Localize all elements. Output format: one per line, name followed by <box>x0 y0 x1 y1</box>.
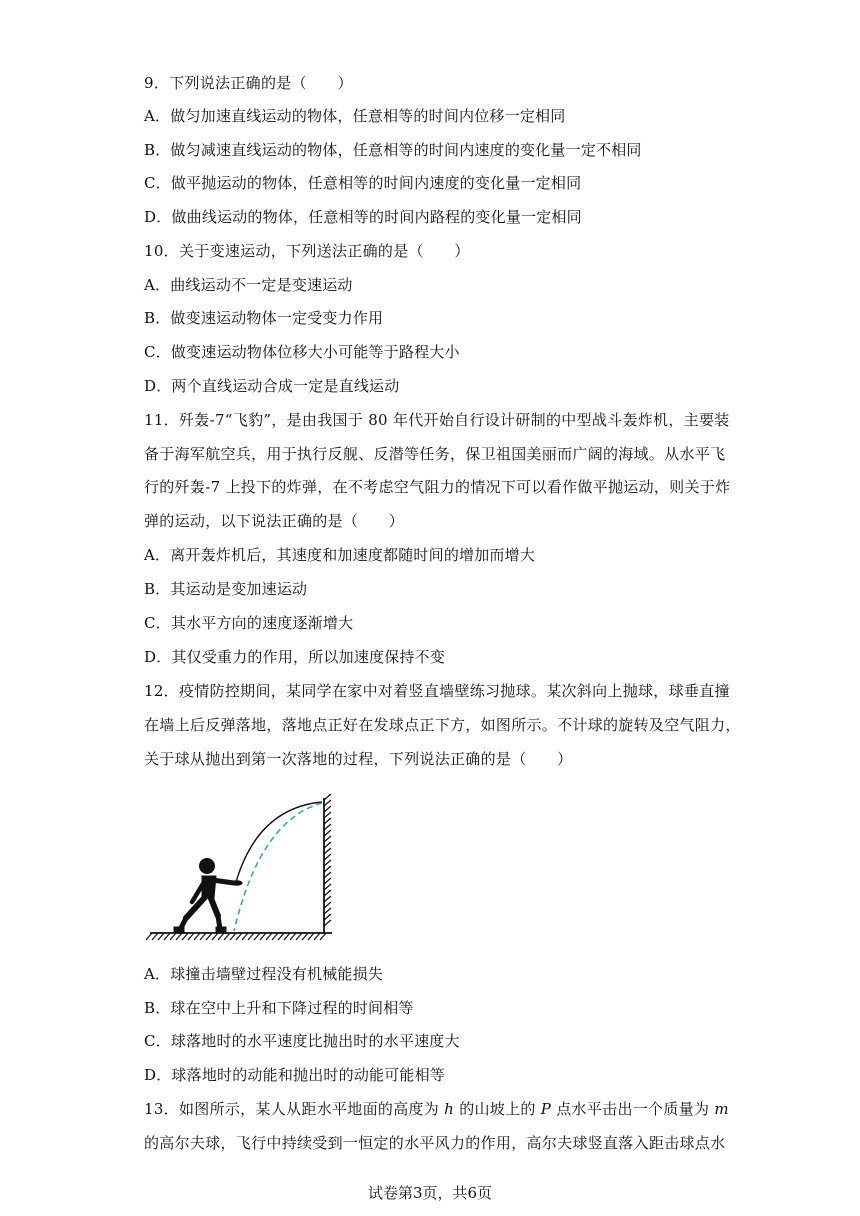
wall-hatch-tick <box>324 890 331 896</box>
q12-stem-line: 关于球从抛出到第一次落地的过程，下列说法正确的是（ ） <box>144 750 573 768</box>
person-silhouette <box>174 859 242 933</box>
ground-hatch-tick <box>272 933 278 940</box>
ground-hatch-tick <box>260 933 266 940</box>
q13-stem-line-1 <box>144 1099 729 1119</box>
ground-hatch-tick <box>200 933 206 940</box>
wall-hatch-tick <box>324 872 331 878</box>
q12-option-d: D．球落地时的动能和抛出时的动能可能相等 <box>144 1066 446 1084</box>
q11-option-c: C．其水平方向的速度逐渐增大 <box>144 614 354 632</box>
q12-option-a: A．球撞击墙壁过程没有机械能损失 <box>144 965 384 983</box>
wall-hatch-tick <box>324 830 331 836</box>
ground-hatch-tick <box>170 933 176 940</box>
wall-hatch-tick <box>324 902 331 908</box>
q11-stem-line: 弹的运动，以下说法正确的是（ ） <box>144 512 405 530</box>
throw-trajectory-solid <box>236 802 322 882</box>
q13-var-m: m <box>714 1100 729 1118</box>
q12-stem-line: 12．疫情防控期间，某同学在家中对着竖直墙壁练习抛球。某次斜向上抛球，球垂直撞 <box>144 682 730 700</box>
ground-hatch-tick <box>236 933 242 940</box>
q9-option-a: A．做匀加速直线运动的物体，任意相等的时间内位移一定相同 <box>144 107 566 125</box>
wall-hatch-tick <box>324 794 331 800</box>
ground-hatch-tick <box>308 933 314 940</box>
wall-hatch-tick <box>324 806 331 812</box>
wall-hatch-tick <box>324 866 331 872</box>
ground-hatch-tick <box>314 933 320 940</box>
q10-option-a: A．曲线运动不一定是变速运动 <box>144 276 353 294</box>
q9-stem: 9．下列说法正确的是（ ） <box>144 74 353 92</box>
ground-hatch-tick <box>242 933 248 940</box>
q13-var-p: P <box>540 1100 552 1118</box>
wall-hatch-tick <box>324 818 331 824</box>
ground-hatch-tick <box>182 933 188 940</box>
ground-hatch-tick <box>278 933 284 940</box>
q9-option-b: B．做匀减速直线运动的物体，任意相等的时间内速度的变化量一定不相同 <box>144 141 642 159</box>
ground-hatch-tick <box>212 933 218 940</box>
wall-hatch-tick <box>324 860 331 866</box>
ground-hatch-tick <box>290 933 296 940</box>
ground-hatch-tick <box>320 933 326 940</box>
ground-hatch-tick <box>158 933 164 940</box>
ground-hatch-tick <box>164 933 170 940</box>
ground-hatch-tick <box>230 933 236 940</box>
ground-hatch-tick <box>266 933 272 940</box>
ground-hatch-tick <box>248 933 254 940</box>
q12-option-b: B．球在空中上升和下降过程的时间相等 <box>144 999 414 1017</box>
wall-hatch-tick <box>324 878 331 884</box>
q11-option-a: A．离开轰炸机后，其速度和加速度都随时间的增加而增大 <box>144 546 536 564</box>
page-footer: 试卷第3页，共6页 <box>367 1184 493 1202</box>
wall-hatch-tick <box>324 842 331 848</box>
q11-stem-line: 行的歼轰-7 上投下的炸弹，在不考虑空气阻力的情况下可以看作做平抛运动，则关于炸 <box>144 478 731 496</box>
q13-stem-line-2: 的高尔夫球，飞行中持续受到一恒定的水平风力的作用，高尔夫球竖直落入距击球点水 <box>144 1134 726 1152</box>
wall-hatch-tick <box>324 836 331 842</box>
q10-option-d: D．两个直线运动合成一定是直线运动 <box>144 377 400 395</box>
wall-throw-figure <box>140 790 350 942</box>
q13-var-h: h <box>444 1100 455 1118</box>
q10-stem: 10．关于变速运动，下列送法正确的是（ ） <box>144 242 470 260</box>
ground-hatch-tick <box>302 933 308 940</box>
q13-text-c: 点水平击出一个质量为 <box>551 1100 715 1118</box>
q11-option-b: B．其运动是变加速运动 <box>144 580 308 598</box>
ground-hatch-tick <box>296 933 302 940</box>
wall-hatch-tick <box>324 848 331 854</box>
q12-stem-line: 在墙上后反弹落地，落地点正好在发球点正下方，如图所示。不计球的旋转及空气阻力， <box>144 716 741 734</box>
q12-option-c: C．球落地时的水平速度比抛出时的水平速度大 <box>144 1032 460 1050</box>
wall-hatch-tick <box>324 824 331 830</box>
q9-option-d: D．做曲线运动的物体，任意相等的时间内路程的变化量一定相同 <box>144 208 582 226</box>
ground-hatch-tick <box>152 933 158 940</box>
ground-hatch-tick <box>194 933 200 940</box>
q11-stem-line: 备于海军航空兵，用于执行反舰、反潜等任务，保卫祖国美丽而广阔的海域。从水平飞 <box>144 445 726 463</box>
wall-hatch-tick <box>324 896 331 902</box>
ground-hatch-tick <box>218 933 224 940</box>
wall-hatch-tick <box>324 908 331 914</box>
ground-hatch-tick <box>284 933 290 940</box>
q9-option-c: C．做平抛运动的物体，任意相等的时间内速度的变化量一定相同 <box>144 174 582 192</box>
wall-hatch-tick <box>324 800 331 806</box>
q11-stem-line: 11．歼轰-7“飞豹”，是由我国于 80 年代开始自行设计研制的中型战斗轰炸机，主要装 <box>144 411 730 429</box>
wall-hatch-tick <box>324 914 331 920</box>
ground-hatch-tick <box>224 933 230 940</box>
q10-option-c: C．做变速运动物体位移大小可能等于路程大小 <box>144 343 460 361</box>
ground-hatch-tick <box>254 933 260 940</box>
wall-hatching <box>324 794 331 933</box>
rebound-trajectory-dashed <box>234 803 322 931</box>
q13-text-b: 的山坡上的 <box>454 1100 541 1118</box>
ground-hatching <box>146 933 332 940</box>
ground-hatch-tick <box>206 933 212 940</box>
wall-hatch-tick <box>324 812 331 818</box>
q10-option-b: B．做变速运动物体一定受变力作用 <box>144 309 384 327</box>
q13-text-a: 13．如图所示，某人从距水平地面的高度为 <box>144 1100 445 1118</box>
wall-hatch-tick <box>324 854 331 860</box>
ground-hatch-tick <box>176 933 182 940</box>
wall-hatch-tick <box>324 884 331 890</box>
q11-option-d: D．其仅受重力的作用，所以加速度保持不变 <box>144 648 446 666</box>
ground-hatch-tick <box>146 933 152 940</box>
ground-hatch-tick <box>188 933 194 940</box>
wall-hatch-tick <box>324 920 331 926</box>
